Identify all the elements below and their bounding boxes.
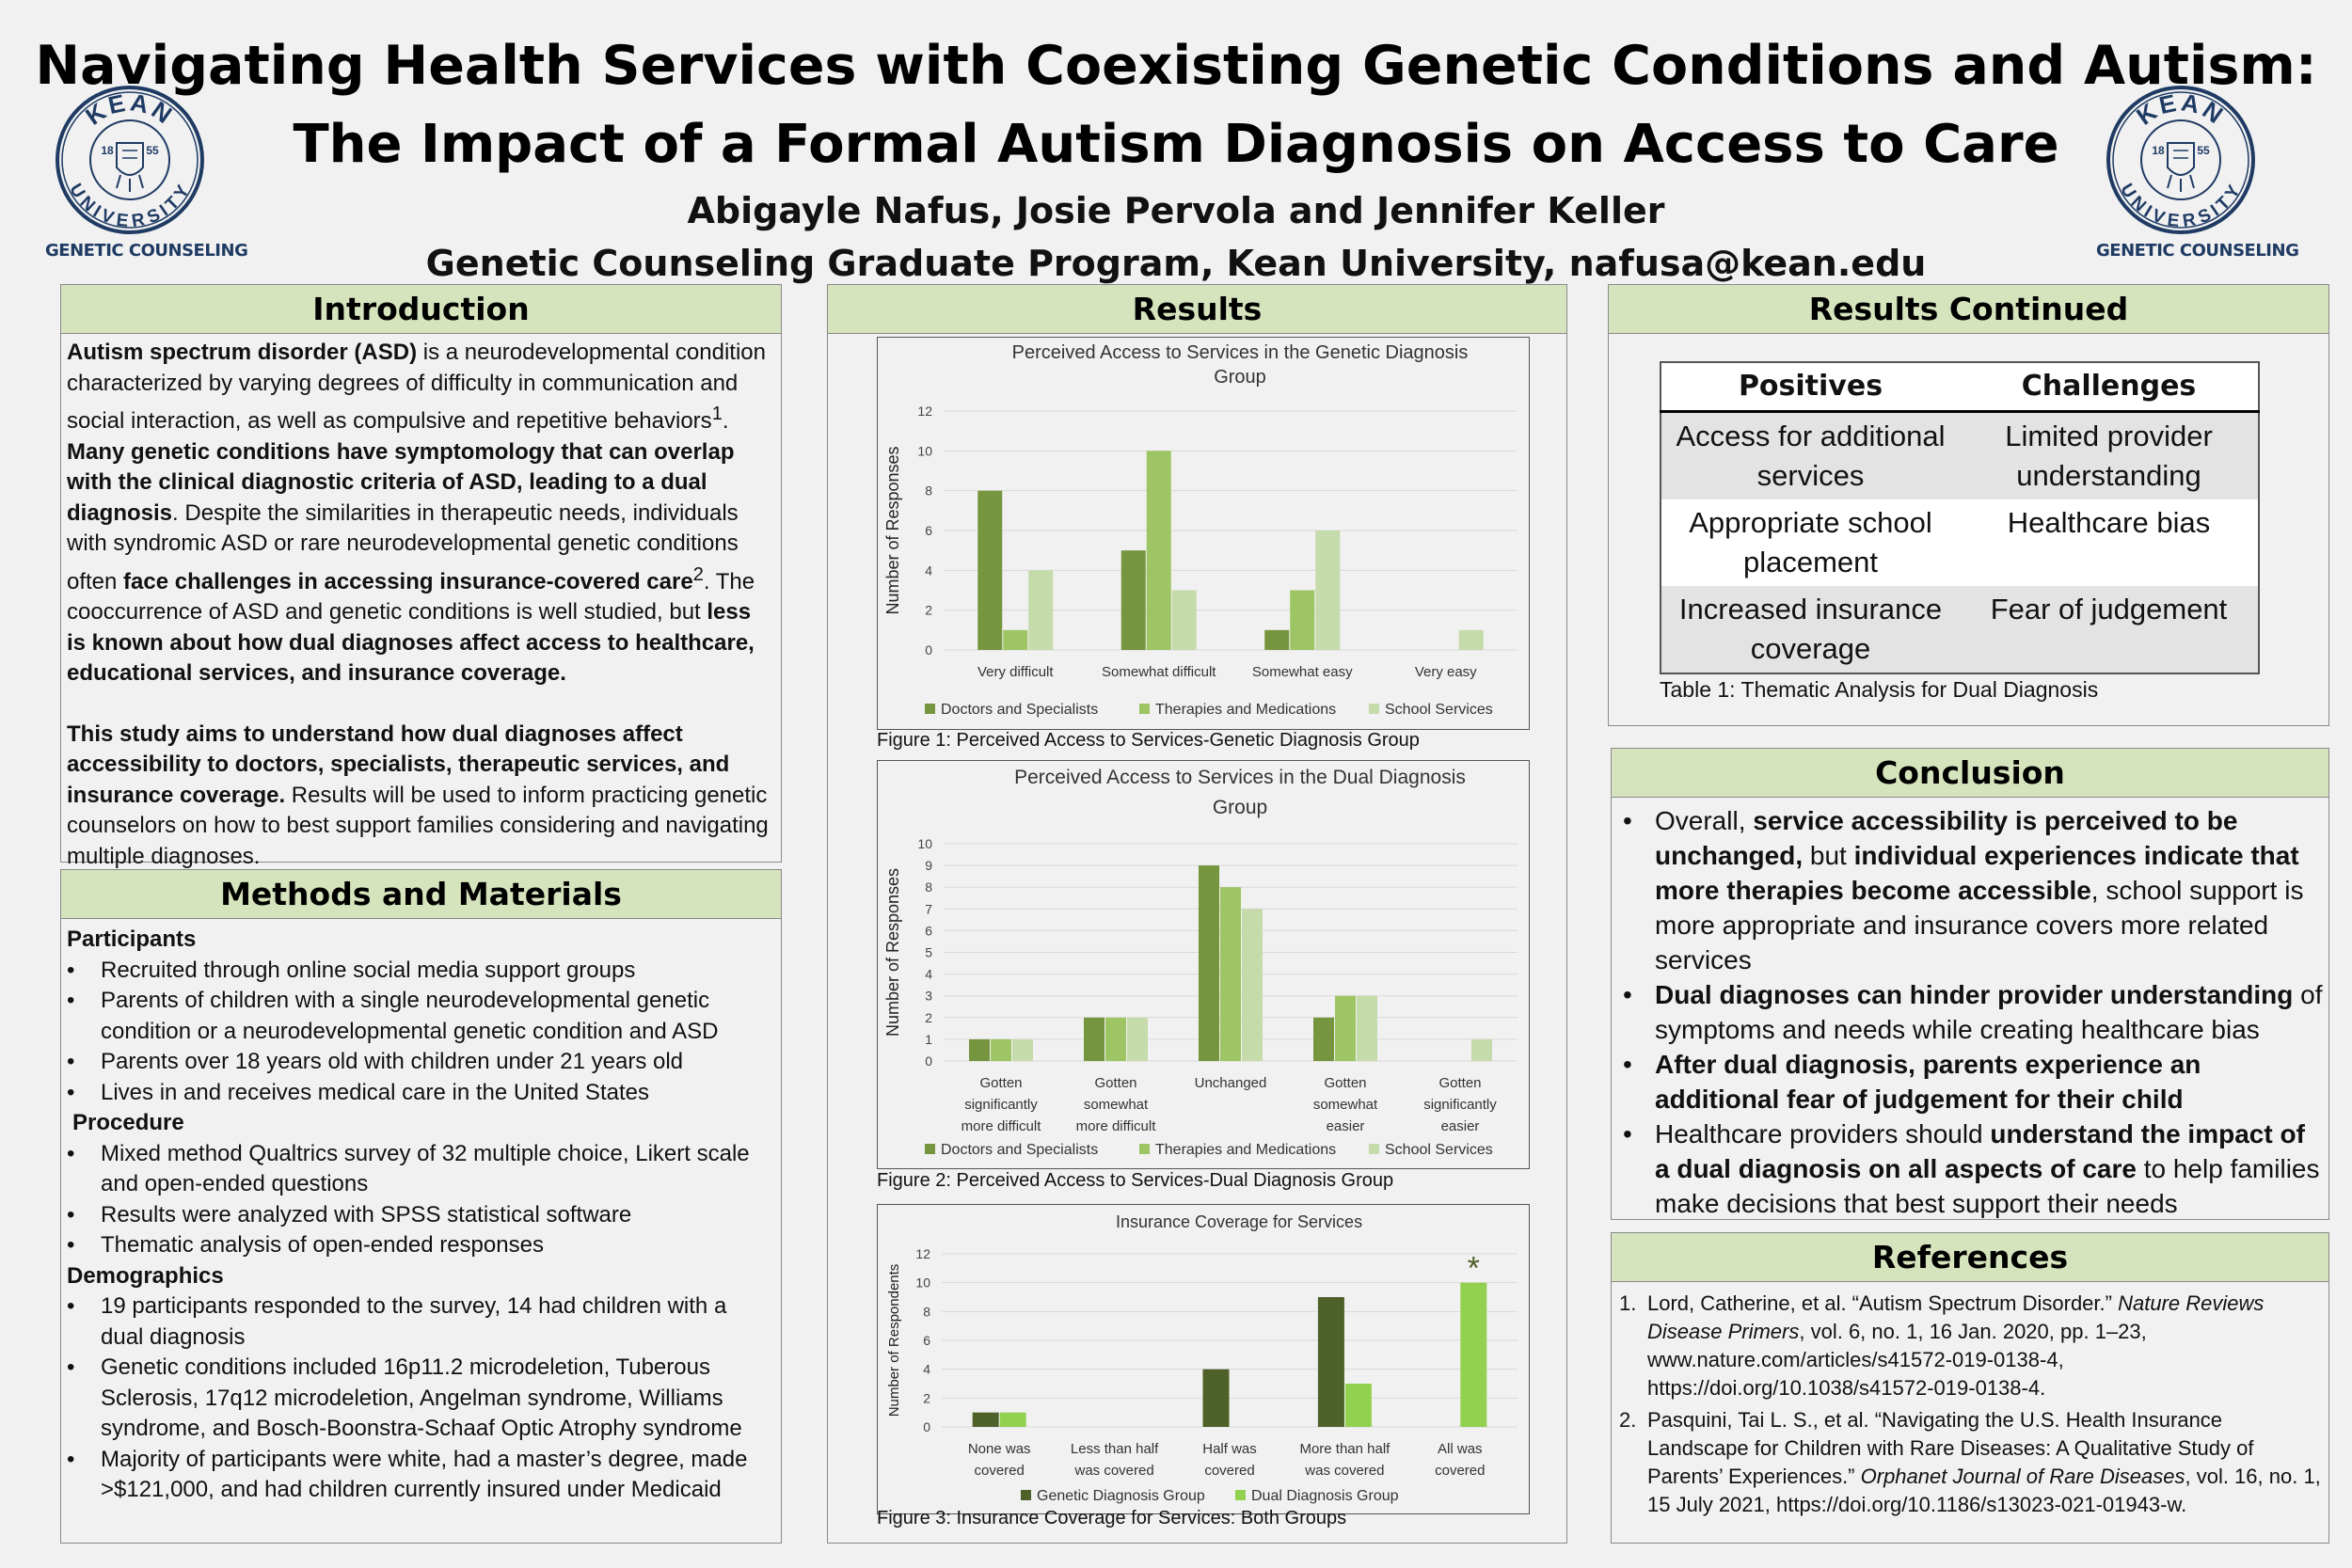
kean-seal-icon: [55, 85, 205, 235]
list-item: • 19 participants responded to the survey, 14 had children with a dual diagnosis: [67, 1291, 775, 1353]
seal-ring-top: KEAN: [80, 87, 180, 131]
x-tick-label: All was: [1438, 1441, 1483, 1457]
introduction-heading: Introduction: [61, 285, 781, 334]
legend-swatch: [925, 1144, 935, 1154]
x-tick-label: more difficult: [961, 1118, 1041, 1134]
x-tick-label: Gotten: [1094, 1075, 1137, 1091]
legend-label: School Services: [1385, 1142, 1493, 1158]
column-header-positives: Positives: [1661, 362, 1960, 412]
y-tick-label: 4: [925, 562, 932, 578]
methods-heading: Methods and Materials: [61, 870, 781, 919]
intro-bold: This study aims to understand how dual diagnoses affect accessibility to doctors, specialists, therapeutic services, and insurance coverage.: [67, 721, 730, 808]
bar: [1147, 451, 1171, 650]
chart-title: Group: [1212, 797, 1268, 818]
chart-title: Perceived Access to Services in the Genetic Diagnosis: [1011, 342, 1469, 363]
figure-1-caption: Figure 1: Perceived Access to Services-Genetic Diagnosis Group: [877, 730, 1420, 751]
bar: [1172, 591, 1197, 651]
participants-heading: Participants: [67, 927, 197, 952]
legend-label: Dual Diagnosis Group: [1251, 1488, 1399, 1504]
legend-label: Therapies and Medications: [1155, 702, 1337, 718]
y-tick-label: 4: [925, 966, 932, 982]
affiliation: Genetic Counseling Graduate Program, Kean University, nafusa@kean.edu: [425, 243, 1927, 284]
list-item: • Parents over 18 years old with children under 21 years old: [67, 1047, 775, 1078]
bar: [1242, 909, 1263, 1061]
y-tick-label: 8: [923, 1304, 930, 1320]
bar: [1290, 591, 1314, 651]
list-item: • Majority of participants were white, had a master’s degree, made >$121,000, and had children currently insured under Medicaid: [67, 1445, 775, 1506]
authors: Abigayle Nafus, Josie Pervola and Jennifer Keller: [687, 190, 1665, 231]
title-line-2: The Impact of a Formal Autism Diagnosis on Access to Care: [293, 114, 2059, 175]
x-tick-label: was covered: [1074, 1463, 1154, 1479]
bar: [1028, 570, 1053, 650]
table-cell-positive: Access for additional services: [1676, 420, 1946, 492]
figure-3-chart: [877, 1204, 1530, 1514]
introduction-paragraph-2: [67, 720, 775, 873]
y-tick-label: 0: [923, 1419, 930, 1434]
list-item: • Genetic conditions included 16p11.2 microdeletion, Tuberous Sclerosis, 17q12 microdeletion, Angelman syndrome, Williams syndrome, and Bosch-Boonstra-Schaaf Optic Atrophy syndrome: [67, 1353, 775, 1445]
x-tick-label: Less than half: [1070, 1441, 1159, 1457]
table-header-row: [1661, 362, 2259, 412]
y-tick-label: 12: [917, 404, 932, 419]
legend-label: Therapies and Medications: [1155, 1142, 1337, 1158]
table-row: [1661, 412, 2259, 500]
bar: [1121, 550, 1146, 650]
kean-logo-right: [2096, 85, 2299, 261]
y-tick-label: 5: [925, 944, 932, 960]
y-axis-label: Number of Responses: [883, 867, 902, 1037]
intro-bold: face challenges in accessing insurance-covered care: [123, 568, 693, 594]
bar: [1313, 1018, 1334, 1061]
x-tick-label: Somewhat difficult: [1102, 664, 1216, 680]
x-tick-label: somewhat: [1083, 1097, 1149, 1113]
x-tick-label: easier: [1440, 1118, 1480, 1134]
thematic-table: [1660, 361, 2260, 674]
list-item: • Results were analyzed with SPSS statistical software: [67, 1200, 775, 1231]
table-row: [1661, 499, 2259, 586]
y-tick-label: 2: [925, 602, 932, 618]
introduction-panel: [60, 284, 782, 869]
conclusion-list: [1617, 803, 2323, 1221]
chart-svg-fig2: [878, 761, 1531, 1170]
conclusion-text: , school support is more appropriate and insurance covers more related services: [1655, 876, 2304, 974]
svg-text:KEAN: [80, 87, 180, 130]
legend-swatch: [1139, 704, 1150, 714]
list-item: • Parents of children with a single neurodevelopmental genetic condition or a neurodevelopmental genetic condition and ASD: [67, 986, 775, 1047]
chart-title: Insurance Coverage for Services: [1115, 1212, 1363, 1231]
y-tick-label: 8: [925, 483, 932, 499]
bar: [1203, 1370, 1230, 1427]
citation-marker: 1: [711, 404, 723, 424]
y-tick-label: 2: [925, 1009, 932, 1025]
conclusion-bold: individual experiences indicate that more therapies become accessible: [1655, 841, 2299, 905]
chart-svg-fig3: [878, 1205, 1531, 1515]
participants-list: [67, 956, 775, 1109]
reference-number: 2.: [1619, 1408, 1637, 1432]
bar: [977, 491, 1002, 650]
legend-swatch: [925, 704, 935, 714]
x-tick-label: covered: [1204, 1463, 1255, 1479]
intro-text: Results will be used to inform practicing genetic counselors on how to best support families considering and navigating multiple diagnoses.: [67, 782, 769, 869]
seal-year-right: 55: [146, 144, 159, 157]
intro-bold: less is known about how dual diagnoses affect access to healthcare, educational services, and insurance coverage.: [67, 599, 755, 686]
bar: [1264, 630, 1289, 650]
y-tick-label: 2: [923, 1390, 930, 1406]
figure-2-chart: [877, 760, 1530, 1169]
logo-caption: GENETIC COUNSELING: [2096, 241, 2299, 261]
references-panel: [1611, 1232, 2329, 1544]
table-cell-challenge: Limited provider understanding: [2005, 420, 2213, 492]
x-tick-label: None was: [967, 1441, 1031, 1457]
y-tick-label: 6: [925, 523, 932, 538]
introduction-paragraph-1: [67, 338, 775, 689]
legend-label: Genetic Diagnosis Group: [1037, 1488, 1205, 1504]
bar: [1318, 1297, 1344, 1427]
y-tick-label: 8: [925, 879, 932, 895]
seal-ring-bottom: UNIVERSITY: [2116, 180, 2246, 232]
list-item: [1617, 1047, 2323, 1117]
bar: [1012, 1039, 1033, 1061]
bar: [1345, 1384, 1372, 1427]
list-item: • Mixed method Qualtrics survey of 32 multiple choice, Likert scale and open-ended questions: [67, 1139, 775, 1200]
y-tick-label: 3: [925, 988, 932, 1004]
list-item: [1617, 977, 2323, 1047]
y-tick-label: 6: [923, 1333, 930, 1348]
y-tick-label: 0: [925, 1053, 932, 1069]
bar: [1003, 630, 1027, 650]
methods-panel: [60, 869, 782, 1544]
svg-text:KEAN: [2131, 87, 2231, 130]
reference-item: [1619, 1406, 2321, 1519]
bar: [969, 1039, 990, 1061]
reference-journal: Orphanet Journal of Rare Diseases: [1860, 1465, 2185, 1488]
references-list: [1619, 1290, 2321, 1519]
chart-title: Group: [1214, 367, 1266, 388]
bar: [973, 1413, 999, 1427]
x-tick-label: Unchanged: [1194, 1075, 1267, 1091]
conclusion-text: Healthcare providers should: [1655, 1119, 1991, 1148]
x-tick-label: more difficult: [1075, 1118, 1156, 1134]
table-cell-positive: Appropriate school placement: [1689, 506, 1932, 578]
bar: [1105, 1018, 1126, 1061]
list-item: [1617, 1117, 2323, 1221]
legend-swatch: [1235, 1490, 1246, 1500]
y-tick-label: 0: [925, 642, 932, 657]
y-axis-label: Number of Responses: [883, 446, 902, 615]
title-line-1: Navigating Health Services with Coexisting Genetic Conditions and Autism:: [35, 35, 2317, 97]
x-tick-label: easier: [1326, 1118, 1365, 1134]
conclusion-bold: understand the impact of a dual diagnosis on all aspects of care: [1655, 1119, 2305, 1183]
intro-bold: Many genetic conditions have symptomology that can overlap with the clinical diagnostic criteria of ASD, leading to a dual diagnosis: [67, 438, 735, 526]
legend-swatch: [1369, 704, 1379, 714]
seal-year-left: 18: [101, 144, 114, 157]
bar: [1459, 630, 1484, 650]
poster-header: [0, 0, 2352, 284]
list-item: • Thematic analysis of open-ended responses: [67, 1230, 775, 1261]
bar: [1357, 996, 1377, 1061]
conclusion-heading: Conclusion: [1612, 749, 2328, 798]
x-tick-label: Somewhat easy: [1251, 664, 1353, 680]
x-tick-label: covered: [1435, 1463, 1486, 1479]
introduction-body: [61, 334, 781, 872]
list-item: [1617, 803, 2323, 977]
y-tick-label: 10: [917, 836, 932, 851]
logo-caption: GENETIC COUNSELING: [45, 241, 248, 261]
x-tick-label: More than half: [1299, 1441, 1391, 1457]
legend-swatch: [1139, 1144, 1150, 1154]
conclusion-text: but: [1803, 841, 1854, 870]
x-tick-label: Very difficult: [977, 664, 1054, 680]
reference-text: Pasquini, Tai L. S., et al. “Navigating the U.S. Health Insurance Landscape for Children with Rare Diseases: A Qualitative Study of Parents’ Experiences.”: [1647, 1408, 2254, 1488]
demographics-list: [67, 1291, 775, 1506]
conclusion-bold: service accessibility is perceived to be unchanged,: [1655, 806, 2238, 870]
legend-label: Doctors and Specialists: [941, 1142, 1099, 1158]
intro-text: . Despite the similarities in therapeutic needs, individuals with syndromic ASD or rare neurodevelopmental genetic conditions often: [67, 499, 739, 594]
conclusion-text: Overall,: [1655, 806, 1754, 835]
reference-number: 1.: [1619, 1291, 1637, 1315]
seal-ring-top: KEAN: [2131, 87, 2231, 131]
table-cell-challenge: Fear of judgement: [1990, 593, 2228, 626]
conclusion-bold: After dual diagnosis, parents experience an additional fear of judgement for their child: [1655, 1050, 2201, 1114]
methods-body: [61, 919, 781, 1506]
bar: [1460, 1283, 1486, 1427]
table-caption: Table 1: Thematic Analysis for Dual Diagnosis: [1660, 677, 2099, 702]
y-tick-label: 7: [925, 901, 932, 917]
conclusion-body: [1612, 798, 2328, 1221]
seal-year-left: 18: [2152, 144, 2165, 157]
legend-swatch: [1369, 1144, 1379, 1154]
table-cell-challenge: Healthcare bias: [2007, 506, 2211, 539]
y-tick-label: 1: [925, 1031, 932, 1047]
x-tick-label: Gotten: [1324, 1075, 1367, 1091]
column-header-challenges: Challenges: [1960, 362, 2259, 412]
procedure-heading: Procedure: [72, 1110, 184, 1135]
y-tick-label: 9: [925, 858, 932, 874]
demographics-heading: Demographics: [67, 1262, 224, 1289]
bar: [1220, 887, 1241, 1061]
seal-year-right: 55: [2197, 144, 2210, 157]
conclusion-text: to help families make decisions that best support their needs: [1655, 1154, 2320, 1218]
references-heading: References: [1612, 1233, 2328, 1282]
intro-text: .: [722, 408, 729, 434]
figure-1-chart: [877, 337, 1530, 730]
bar: [1084, 1018, 1104, 1061]
y-axis-label: Number of Respondents: [886, 1263, 902, 1418]
list-item: • Lives in and receives medical care in the United States: [67, 1078, 775, 1109]
bar: [1315, 531, 1340, 650]
kean-logo-left: [45, 85, 248, 261]
bar: [1127, 1018, 1148, 1061]
bar: [991, 1039, 1011, 1061]
chart-svg-fig1: [878, 338, 1531, 731]
x-tick-label: was covered: [1305, 1463, 1385, 1479]
kean-seal-icon: [2106, 85, 2256, 235]
table-cell-positive: Increased insurance coverage: [1678, 593, 1943, 665]
significance-marker: *: [1467, 1250, 1480, 1287]
legend-label: Doctors and Specialists: [941, 702, 1099, 718]
conclusion-bold: Dual diagnoses can hinder provider understanding: [1655, 980, 2294, 1009]
x-tick-label: somewhat: [1312, 1097, 1378, 1113]
seal-ring-bottom: UNIVERSITY: [65, 180, 195, 232]
results-heading: Results: [828, 285, 1566, 334]
intro-text: is a neurodevelopmental condition characterized by varying degrees of difficulty in communication and social interaction, as well as compulsive and repetitive behaviors: [67, 340, 766, 434]
y-tick-label: 4: [923, 1361, 930, 1377]
reference-journal: Nature Reviews Disease Primers: [1647, 1291, 2265, 1343]
reference-item: [1619, 1290, 2321, 1402]
legend-label: School Services: [1385, 702, 1493, 718]
x-tick-label: Gotten: [979, 1075, 1023, 1091]
conclusion-panel: [1611, 748, 2329, 1220]
reference-text: , vol. 16, no. 1, 15 July 2021, https://doi.org/10.1186/s13023-021-01943-w.: [1647, 1465, 2321, 1516]
conclusion-text: of symptoms and needs while creating healthcare bias: [1655, 980, 2323, 1044]
bar: [1000, 1413, 1026, 1427]
figure-3-caption: Figure 3: Insurance Coverage for Services: Both Groups: [877, 1508, 1347, 1528]
citation-marker: 2: [692, 563, 704, 585]
bar: [1335, 996, 1356, 1061]
references-body: [1612, 1282, 2328, 1519]
list-item: • Recruited through online social media support groups: [67, 956, 775, 987]
procedure-list: [67, 1139, 775, 1261]
chart-title: Perceived Access to Services in the Dual Diagnosis: [1014, 767, 1466, 788]
x-tick-label: covered: [974, 1463, 1025, 1479]
y-tick-label: 10: [917, 443, 932, 459]
reference-text: , vol. 6, no. 1, 16 Jan. 2020, pp. 1–23, www.nature.com/articles/s41572-019-0138-4, https://doi.org/10.1038/s41572-019-0138-4.: [1647, 1320, 2147, 1400]
legend-swatch: [1021, 1490, 1031, 1500]
table-row: [1661, 586, 2259, 673]
x-tick-label: Half was: [1202, 1441, 1257, 1457]
x-tick-label: significantly: [1423, 1097, 1497, 1113]
bar: [1199, 865, 1219, 1061]
x-tick-label: Gotten: [1438, 1075, 1482, 1091]
y-tick-label: 12: [915, 1246, 930, 1261]
x-tick-label: Very easy: [1414, 664, 1477, 680]
intro-bold-asd: Autism spectrum disorder (ASD): [67, 340, 418, 365]
results-continued-heading: Results Continued: [1609, 285, 2328, 334]
intro-text: . The cooccurrence of ASD and genetic conditions is well studied, but: [67, 568, 755, 625]
bar: [1471, 1039, 1492, 1061]
figure-2-caption: Figure 2: Perceived Access to Services-Dual Diagnosis Group: [877, 1170, 1394, 1191]
y-tick-label: 6: [925, 923, 932, 939]
reference-text: Lord, Catherine, et al. “Autism Spectrum Disorder.”: [1647, 1291, 2119, 1315]
x-tick-label: significantly: [964, 1097, 1038, 1113]
y-tick-label: 10: [915, 1275, 930, 1291]
